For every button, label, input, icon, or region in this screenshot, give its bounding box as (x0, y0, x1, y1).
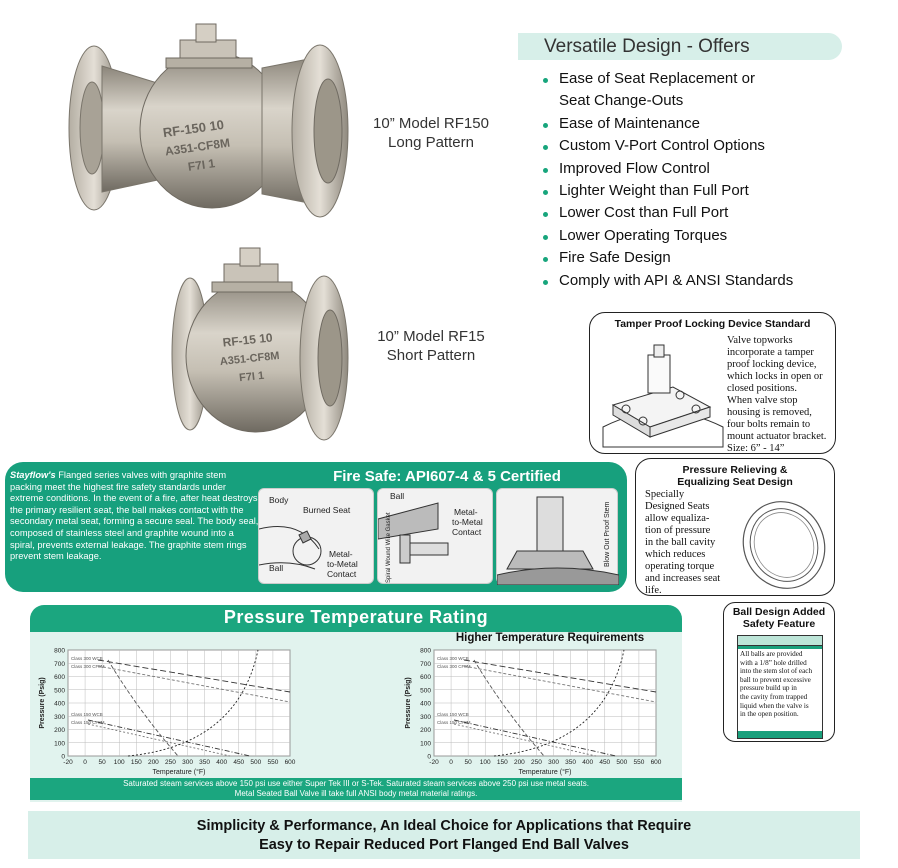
label-contact: to-Metal (452, 517, 483, 527)
fire-safe-body: Flanged series valves with graphite stem packing meet the highest fire safety standards under extreme conditions. In the event of a fire, after heat destroys the primary resilient seat, the ball makes contact with the secondary metal seat, forming a secure seal. The body seal, composed of stainless steel and graphite wound into a spiral, prevents external leakage. The graphite stem rings prevent stem leakage. (10, 470, 259, 562)
ball-drawing (737, 635, 823, 739)
x-tick-label: 200 (513, 759, 525, 766)
cast-text-6: F7I 1 (238, 369, 265, 385)
pressure-relief-box (635, 458, 835, 596)
y-tick-label: 100 (420, 740, 431, 748)
bullet-icon (543, 257, 548, 262)
ball-line: with a 1/8” hole drilled (740, 658, 807, 667)
pt-title: Pressure Temperature Rating (223, 607, 489, 627)
y-axis-label: Pressure (Psig) (39, 677, 46, 729)
x-tick-label: -20 (429, 759, 439, 766)
ball-line: pressure build up in (740, 684, 797, 693)
feature-text: Ease of Maintenance (559, 114, 700, 132)
label-body: Body (269, 495, 289, 505)
x-tick-label: 250 (165, 759, 176, 766)
x-tick-label: 600 (284, 759, 296, 766)
x-tick-label: 100 (113, 759, 125, 766)
bullet-icon (543, 212, 548, 217)
bullet-icon (543, 145, 548, 150)
ball-line: liquid when the valve is (740, 701, 809, 710)
x-tick-label: 100 (479, 759, 491, 766)
label-stem: Blow Out Proof Stem (604, 501, 611, 567)
feature-text: Lighter Weight than Full Port (559, 182, 749, 200)
x-tick-label: 400 (582, 759, 594, 766)
cast-text-4: RF-15 10 (221, 330, 274, 350)
x-tick-label: 350 (565, 759, 577, 766)
x-tick-label: -20 (63, 759, 73, 766)
ball-title: Ball Design Added (732, 606, 826, 618)
feature-item (541, 90, 881, 112)
bottom-tagline (28, 817, 860, 855)
caption-line: Long Pattern (388, 134, 474, 151)
seat-ring-drawing (734, 493, 830, 593)
feature-text: Improved Flow Control (559, 159, 710, 177)
tamper-title: Tamper Proof Locking Device Standard (614, 318, 811, 330)
y-tick-label: 400 (420, 700, 431, 708)
y-tick-label: 500 (54, 687, 65, 695)
y-tick-label: 500 (420, 687, 431, 695)
versatile-title: Versatile Design - Offers (544, 36, 750, 57)
caption-line: 10” Model RF150 (373, 115, 489, 132)
ball-line: ball to prevent excessive (740, 675, 811, 684)
tamper-line: housing is removed, (727, 407, 812, 418)
y-tick-label: 700 (54, 660, 65, 668)
feature-item (541, 247, 881, 269)
x-tick-label: 50 (98, 759, 106, 766)
feature-item (541, 225, 881, 247)
fire-diagram-2 (377, 488, 493, 584)
tamper-line: mount actuator bracket. (727, 431, 827, 442)
tamper-line: When valve stop (727, 395, 798, 406)
x-tick-label: 550 (633, 759, 645, 766)
feature-item (541, 158, 881, 180)
x-tick-label: 150 (496, 759, 508, 766)
x-tick-label: 450 (233, 759, 245, 766)
fire-diagram-3 (496, 488, 618, 584)
fire-safe-title: Fire Safe: API607-4 & 5 Certified (333, 468, 561, 485)
y-tick-label: 0 (61, 753, 65, 761)
label-contact: Contact (327, 569, 357, 579)
x-tick-label: 300 (182, 759, 193, 766)
feature-item (541, 68, 881, 90)
tamper-line: which locks in open or (727, 371, 823, 382)
y-tick-label: 200 (54, 727, 65, 734)
label-burned-seat: Burned Seat (303, 505, 351, 515)
tamper-proof-box (589, 312, 836, 454)
y-tick-label: 100 (54, 740, 65, 748)
cast-text-5: A351-CF8M (219, 349, 281, 369)
relief-line: in the ball cavity (645, 537, 716, 548)
legend-label: Class 300 WCB (71, 656, 103, 661)
x-tick-label: 500 (616, 759, 628, 766)
ball-design-box (723, 602, 835, 742)
label-ball: Ball (269, 563, 284, 573)
caption-line: 10” Model RF15 (377, 328, 485, 345)
feature-text: Fire Safe Design (559, 249, 671, 267)
label-contact: Metal- (454, 507, 478, 517)
bullet-icon (543, 123, 548, 128)
bullet-icon (543, 235, 548, 240)
tagline-line-2: Easy to Repair Reduced Port Flanged End Ball Valves (259, 837, 629, 853)
feature-text: Lower Cost than Full Port (559, 204, 729, 222)
tamper-line: Valve topworks (727, 335, 793, 346)
x-tick-label: 0 (449, 759, 453, 766)
bullet-icon (543, 168, 548, 173)
feature-list (541, 68, 881, 292)
tamper-line: proof locking device, (727, 359, 817, 370)
label-contact: to-Metal (327, 559, 358, 569)
y-tick-label: 800 (54, 647, 65, 655)
valve-rf150-image (62, 18, 354, 233)
legend-label: Class 150 CF8M (437, 720, 471, 725)
ball-line: into the stem slot of each (740, 667, 813, 676)
label-ball: Ball (390, 491, 405, 501)
y-tick-label: 300 (54, 713, 65, 721)
x-tick-label: 200 (147, 759, 159, 766)
x-tick-label: 300 (548, 759, 559, 766)
legend-label: Class 150 CF8M (71, 720, 105, 725)
pt-note-1: Saturated steam services above 150 psi use either Super Tek III or S-Tek. Saturated steam services above 250 psi use metal seats. (123, 779, 589, 788)
valve-rf150-caption (356, 114, 506, 152)
x-tick-label: 0 (83, 759, 87, 766)
y-tick-label: 700 (420, 660, 431, 668)
legend-label: Class 150 WCB (437, 712, 469, 717)
y-tick-label: 0 (427, 753, 431, 761)
feature-text: Lower Operating Torques (559, 226, 728, 244)
x-tick-label: 50 (464, 759, 472, 766)
x-tick-label: 400 (216, 759, 228, 766)
legend-label: Class 150 WCB (71, 712, 103, 717)
valve-rf15-caption (356, 327, 506, 365)
tamper-line: four bolts remain to (727, 419, 811, 430)
feature-text: Comply with API & ANSI Standards (559, 271, 794, 289)
feature-item (541, 135, 881, 157)
y-tick-label: 600 (54, 674, 65, 681)
pt-chart-right (400, 644, 662, 776)
cast-text-2: A351-CF8M (164, 135, 231, 159)
legend-label: Class 300 WCB (437, 656, 469, 661)
relief-line: Designed Seats (645, 501, 710, 512)
bullet-icon (543, 280, 548, 285)
y-tick-label: 400 (54, 700, 65, 708)
y-tick-label: 800 (420, 647, 431, 655)
tamper-line: closed positions. (727, 383, 797, 394)
brand-name: Stayflow's (10, 470, 56, 480)
y-tick-label: 300 (420, 713, 431, 721)
x-tick-label: 150 (130, 759, 142, 766)
relief-line: allow equaliza- (645, 513, 710, 524)
bullet-icon (543, 190, 548, 195)
y-tick-label: 600 (420, 674, 431, 681)
feature-item (541, 180, 881, 202)
feature-text: Custom V-Port Control Options (559, 137, 765, 155)
bullet-icon (543, 78, 548, 83)
fire-diagram-1 (258, 488, 374, 584)
tagline-line-1: Simplicity & Performance, An Ideal Choice for Applications that Require (196, 818, 692, 834)
relief-line: tion of pressure (645, 525, 711, 536)
x-tick-label: 450 (599, 759, 611, 766)
y-axis-label: Pressure (Psig) (405, 677, 412, 729)
x-tick-label: 250 (531, 759, 542, 766)
x-tick-label: 350 (199, 759, 211, 766)
pt-note-2: Metal Seated Ball Valve ill take full ANSI body metal material ratings. (234, 789, 478, 798)
ball-title: Safety Feature (742, 618, 816, 630)
relief-title: Pressure Relieving & (682, 464, 788, 476)
tamper-line: incorporate a tamper (727, 347, 814, 358)
x-tick-label: 500 (250, 759, 262, 766)
relief-line: life. (645, 585, 662, 596)
y-tick-label: 200 (420, 727, 431, 734)
feature-text: Ease of Seat Replacement or (559, 70, 755, 87)
caption-line: Short Pattern (386, 347, 476, 364)
legend-label: Class 300 CF8M (71, 664, 105, 669)
cast-text-1: RF-150 10 (161, 116, 225, 141)
valve-rf15-image (168, 244, 354, 444)
legend-label: Class 300 CF8M (437, 664, 471, 669)
relief-title: Equalizing Seat Design (677, 476, 793, 488)
cast-text-3: F7I 1 (186, 156, 216, 174)
label-contact: Contact (452, 527, 482, 537)
tamper-line: Size: 6” - 14” (727, 443, 785, 454)
x-axis-label: Temperature (°F) (152, 769, 206, 776)
feature-text: Seat Change-Outs (559, 92, 684, 110)
relief-line: and increases seat (645, 573, 721, 584)
label-gasket: Spiral Wound Wire Gasket (386, 512, 392, 583)
feature-item (541, 270, 881, 292)
pt-subtitle: Higher Temperature Requirements (455, 632, 645, 644)
x-axis-label: Temperature (°F) (518, 769, 572, 776)
versatile-header (518, 33, 842, 60)
label-contact: Metal- (329, 549, 353, 559)
ball-line: the cavity from trapped (740, 692, 808, 701)
feature-item (541, 113, 881, 135)
locking-device-drawing (598, 337, 728, 449)
relief-line: Specially (645, 489, 685, 500)
feature-item (541, 202, 881, 224)
ball-line: in the open position. (740, 710, 799, 719)
x-tick-label: 600 (650, 759, 662, 766)
x-tick-label: 550 (267, 759, 279, 766)
ball-line: All balls are provided (740, 650, 803, 658)
fire-safe-description (10, 470, 260, 563)
relief-line: operating torque (645, 561, 715, 572)
pt-chart-left (34, 644, 296, 776)
relief-line: which reduces (645, 549, 706, 560)
